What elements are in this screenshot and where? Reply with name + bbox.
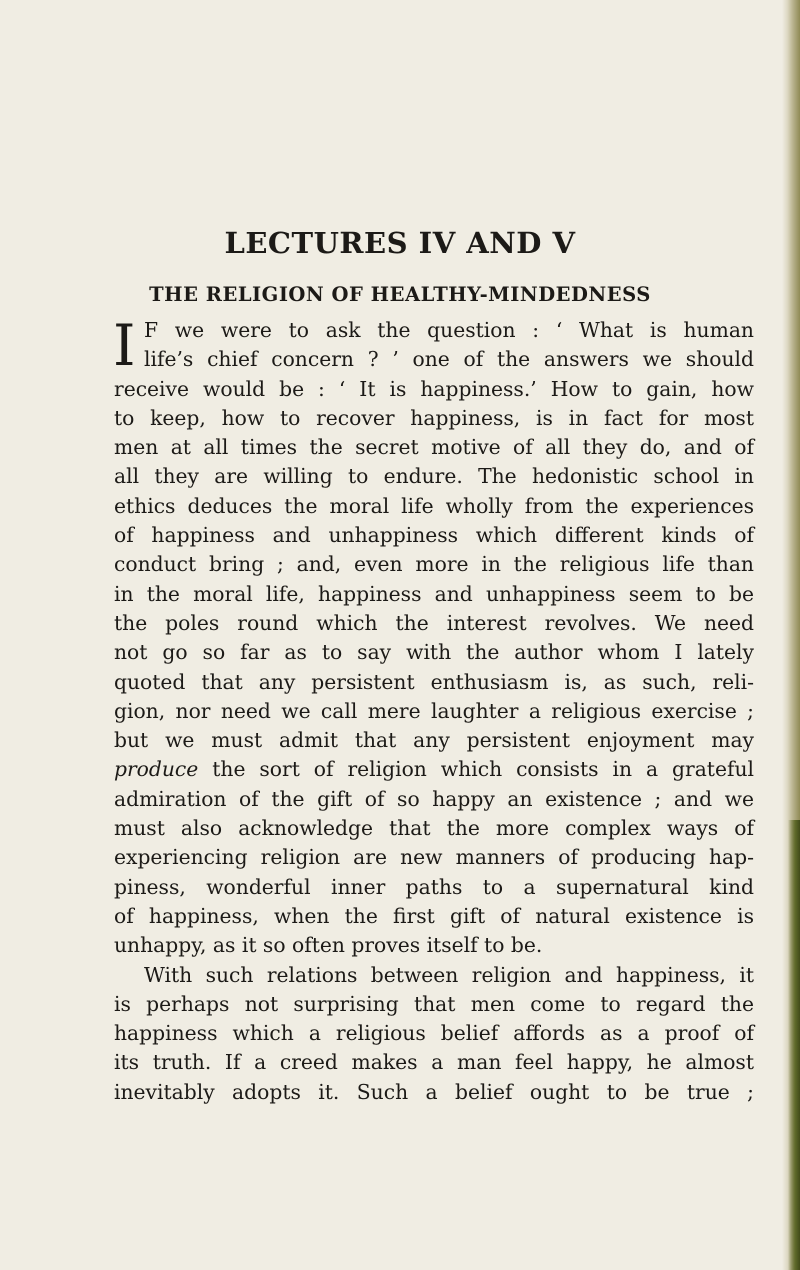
running-head: LECTURES IV AND V — [224, 226, 576, 260]
text-line: conduct bring ; and, even more in the religious life than — [114, 552, 754, 577]
body-text — [113, 313, 754, 1107]
text-line: to keep, how to recover happiness, is in fact for most — [114, 405, 754, 430]
text-line: must also acknowledge that the more complex ways of — [114, 816, 754, 841]
text-line: experiencing religion are new manners of producing hap- — [114, 845, 754, 870]
text-line: not go so far as to say with the author whom I lately — [114, 640, 754, 665]
text-line: quoted that any persistent enthusiasm is, as such, reli- — [114, 669, 754, 694]
text-line: of happiness and unhappiness which different kinds of — [114, 523, 754, 548]
text-line: unhappy, as it so often proves itself to be. — [114, 933, 543, 958]
text-line: its truth. If a creed makes a man feel happy, he almost — [114, 1050, 754, 1075]
text-line: of happiness, when the first gift of natural existence is — [114, 903, 754, 928]
text-line: all they are willing to endure. The hedonistic school in — [114, 464, 754, 489]
drop-cap: I — [113, 313, 136, 379]
text-line: F we were to ask the question : ‘ What is human — [144, 318, 754, 342]
text-line: inevitably adopts it. Such a belief ought to be true ; — [114, 1079, 754, 1104]
text-line-with-italic — [114, 755, 754, 784]
italic-word: produce — [114, 757, 199, 782]
text-line: admiration of the gift of so happy an existence ; and we — [114, 786, 754, 811]
text-line: but we must admit that any persistent enjoyment may — [114, 728, 754, 753]
text-line: piness, wonderful inner paths to a supernatural kind — [114, 874, 754, 899]
text-line: happiness which a religious belief affords as a proof of — [114, 1021, 754, 1046]
page-edge-stain — [788, 820, 800, 1270]
text-line-rest: the sort of religion which consists in a grateful — [212, 757, 754, 782]
text-line: in the moral life, happiness and unhappiness seem to be — [114, 581, 754, 606]
text-line: the poles round which the interest revolves. We need — [114, 610, 754, 635]
text-line: men at all times the secret motive of all they do, and of — [114, 435, 754, 460]
text-line: receive would be : ‘ It is happiness.’ How to gain, how — [114, 376, 754, 401]
text-line: With such relations between religion and happiness, it — [144, 962, 754, 987]
text-line: life’s chief concern ? ’ one of the answers we should — [144, 347, 754, 372]
text-line: is perhaps not surprising that men come to regard the — [114, 991, 754, 1016]
chapter-title: THE RELIGION OF HEALTHY-MINDEDNESS — [149, 283, 651, 306]
text-line: gion, nor need we call mere laughter a religious exercise ; — [114, 698, 754, 723]
text-line: ethics deduces the moral life wholly from the experiences — [114, 493, 754, 518]
